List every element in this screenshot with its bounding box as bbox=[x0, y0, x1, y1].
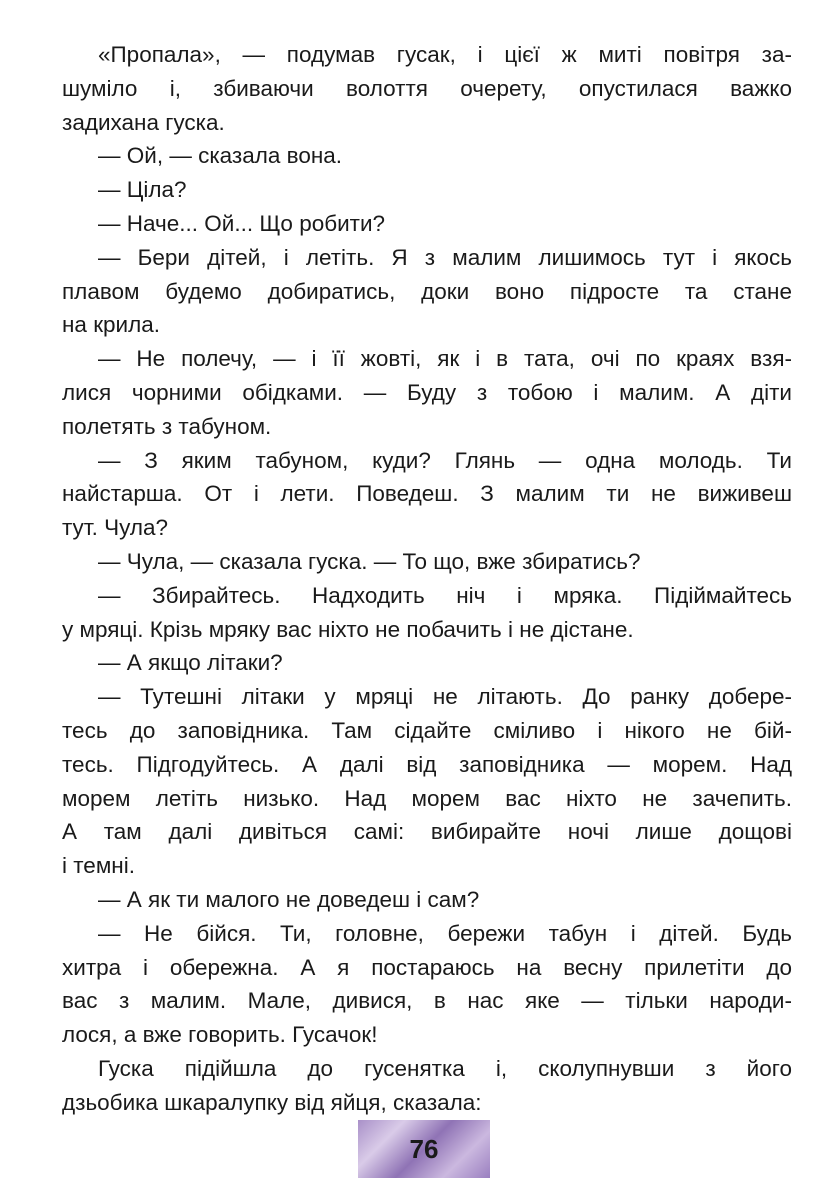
text-body bbox=[62, 38, 792, 1120]
text-line: — А якщо літаки? bbox=[98, 650, 283, 676]
text-line: морем летіть низько. Над морем вас ніхто не зачепить. bbox=[62, 785, 792, 811]
text-line: «Пропала», — подумав гусак, і цієї ж миті повітря за- bbox=[98, 42, 792, 67]
text-line: — Наче... Ой... Що робити? bbox=[98, 210, 386, 236]
text-line: — Ой, — сказала вона. bbox=[98, 143, 343, 169]
text-line: дзьобика шкаралупку від яйця, сказала: bbox=[62, 1089, 482, 1115]
text-line: вас з малим. Мале, дивися, в нас яке — тільки народи- bbox=[62, 988, 792, 1014]
text-line: полетять з табуном. bbox=[62, 413, 272, 439]
text-line: задихана гуска. bbox=[62, 109, 225, 135]
text-line: тесь до заповідника. Там сідайте сміливо і нікого не бій- bbox=[62, 717, 792, 743]
text-line: — А як ти малого не доведеш і сам? bbox=[98, 886, 480, 912]
text-line: — Чула, — сказала гуска. — То що, вже збиратись? bbox=[98, 548, 641, 574]
page-number: 76 bbox=[409, 1133, 439, 1164]
text-line: найстарша. От і лети. Поведеш. З малим ти не виживеш bbox=[62, 481, 792, 507]
text-line: — З яким табуном, куди? Глянь — одна молодь. Ти bbox=[98, 447, 792, 473]
text-line: — Не бійся. Ти, головне, бережи табун і дітей. Будь bbox=[98, 920, 792, 946]
text-line: — Не полечу, — і її жовті, як і в тата, очі по краях взя- bbox=[98, 346, 792, 372]
text-line: на крила. bbox=[62, 312, 161, 338]
text-line: — Тутешні літаки у мряці не літають. До ранку доберe- bbox=[98, 684, 792, 710]
text-line: лися чорними обідками. — Буду з тобою і малим. А діти bbox=[62, 379, 792, 405]
text-line: тесь. Підгодуйтесь. А далі від заповідника — морем. Над bbox=[62, 751, 792, 777]
text-line: і темні. bbox=[62, 853, 135, 879]
text-line: — Ціла? bbox=[98, 177, 187, 203]
text-line: — Бери дітей, і летіть. Я з малим лишимось тут і якось bbox=[98, 244, 792, 270]
text-line: плавом будемо добиратись, доки воно підросте та стане bbox=[62, 278, 792, 304]
text-line: А там далі дивіться самі: вибирайте ночі лише дощові bbox=[62, 819, 792, 845]
text-line: лося, а вже говорить. Гусачок! bbox=[62, 1022, 378, 1048]
page-number-badge bbox=[358, 1120, 490, 1178]
text-line: — Збирайтесь. Надходить ніч і мряка. Підіймайтесь bbox=[98, 582, 792, 608]
text-line: у мряці. Крізь мряку вас ніхто не побачить і не дістане. bbox=[62, 616, 634, 642]
text-line: тут. Чула? bbox=[62, 515, 169, 541]
text-line: Гуска підійшла до гусенятка і, сколупнувши з його bbox=[98, 1055, 792, 1081]
text-line: хитра і обережна. А я постараюсь на весну прилетіти до bbox=[62, 954, 792, 980]
text-line: шуміло і, збиваючи волоття очерету, опустилася важко bbox=[62, 75, 792, 101]
